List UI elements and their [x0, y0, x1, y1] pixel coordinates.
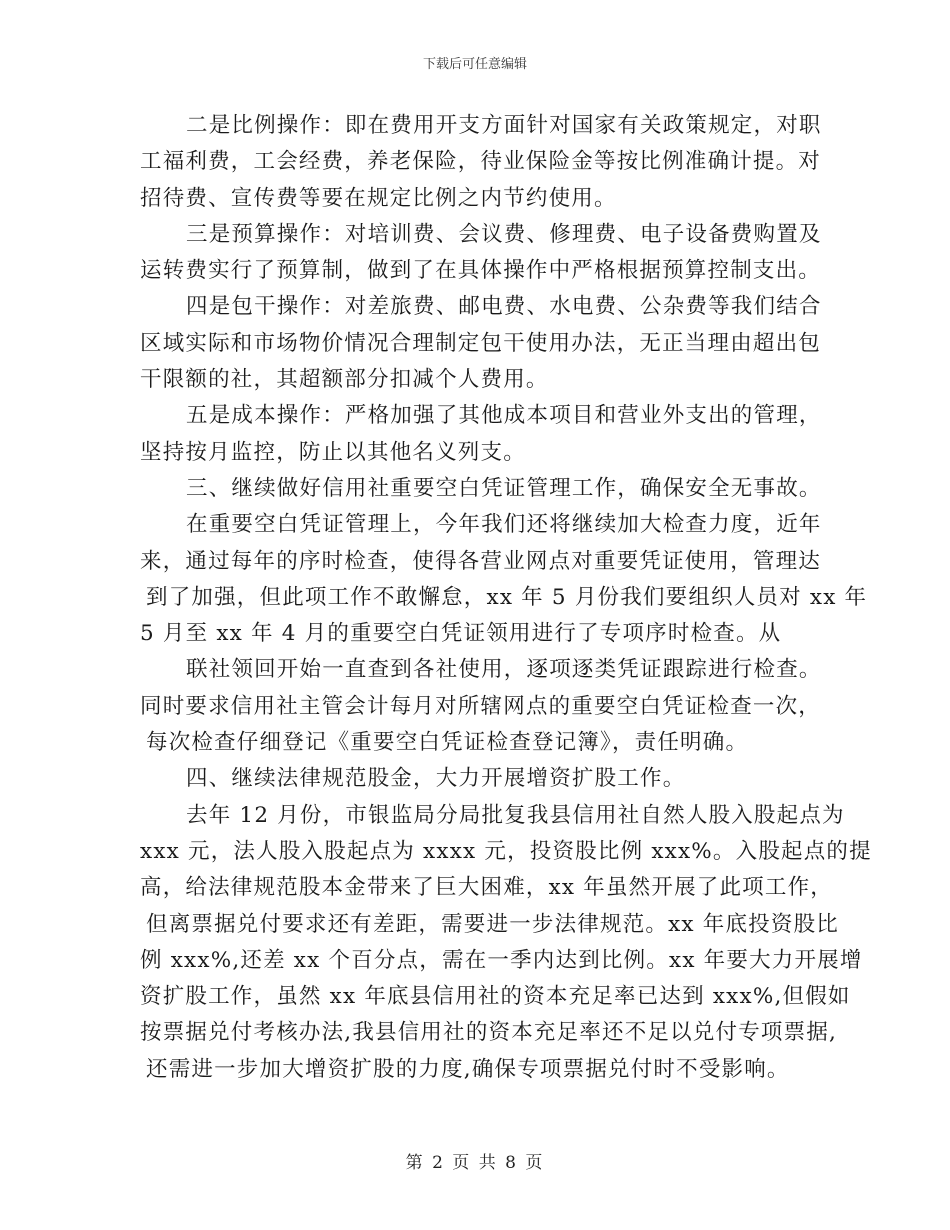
text-line: 在重要空白凭证管理上，今年我们还将继续加大检查力度，近年 [186, 512, 822, 538]
text-line: 高，给法律规范股本金带来了巨大困难，xx 年虽然开展了此项工作， [140, 875, 833, 901]
text-line: 到了加强，但此项工作不敢懈怠，xx 年 5 月份我们要组织人员对 xx 年 [146, 584, 868, 610]
text-line: 三是预算操作：对培训费、会议费、修理费、电子设备费购置及 [186, 221, 822, 247]
text-line: 例 xxx%,还差 xx 个百分点，需在一季内达到比例。xx 年要大力开展增 [140, 947, 863, 973]
section-heading: 三、继续做好信用社重要空白凭证管理工作，确保安全无事故。 [186, 475, 822, 501]
text-line: 区域实际和市场物价情况合理制定包干使用办法，无正当理由超出包 [140, 330, 822, 356]
text-line: 但离票据兑付要求还有差距，需要进一步法律规范。xx 年底投资股比 [146, 911, 839, 937]
page-header-note: 下载后可任意编辑 [422, 57, 527, 72]
text-line: xxx 元，法人股入股起点为 xxxx 元，投资股比例 xxx%。入股起点的提 [140, 838, 872, 864]
text-line: 按票据兑付考核办法,我县信用社的资本充足率还不足以兑付专项票据, [140, 1020, 838, 1046]
text-line: 联社领回开始一直查到各社使用，逐项逐类凭证跟踪进行检查。 [186, 657, 822, 683]
text-line: 五是成本操作：严格加强了其他成本项目和营业外支出的管理， [186, 403, 822, 429]
text-line: 工福利费，工会经费，养老保险，待业保险金等按比例准确计提。对 [140, 149, 822, 175]
text-line: 5 月至 xx 年 4 月的重要空白凭证领用进行了专项序时检查。从 [140, 621, 782, 647]
text-line: 二是比例操作：即在费用开支方面针对国家有关政策规定，对职 [186, 113, 822, 138]
text-line: 资扩股工作，虽然 xx 年底县信用社的资本充足率已达到 xxx%,但假如 [140, 984, 851, 1010]
section-heading: 四、继续法律规范股金，大力开展增资扩股工作。 [186, 766, 686, 792]
text-line: 还需进一步加大增资扩股的力度,确保专项票据兑付时不受影响。 [146, 1056, 790, 1082]
page-number: 第 2 页 共 8 页 [405, 1153, 545, 1173]
text-line: 同时要求信用社主管会计每月对所辖网点的重要空白凭证检查一次， [140, 693, 822, 719]
text-line: 每次检查仔细登记《重要空白凭证检查登记簿》，责任明确。 [146, 730, 749, 756]
text-line: 坚持按月监控，防止以其他名义列支。 [140, 439, 526, 465]
text-line: 四是包干操作：对差旅费、邮电费、水电费、公杂费等我们结合 [186, 294, 822, 320]
text-line: 干限额的社，其超额部分扣减个人费用。 [140, 367, 549, 393]
text-line: 运转费实行了预算制，做到了在具体操作中严格根据预算控制支出。 [140, 258, 822, 284]
text-line: 去年 12 月份，市银监局分局批复我县信用社自然人股入股起点为 [186, 802, 845, 828]
text-line: 招待费、宣传费等要在规定比例之内节约使用。 [140, 185, 617, 211]
text-line: 来，通过每年的序时检查，使得各营业网点对重要凭证使用，管理达 [140, 548, 822, 574]
document-body [140, 108, 872, 1088]
